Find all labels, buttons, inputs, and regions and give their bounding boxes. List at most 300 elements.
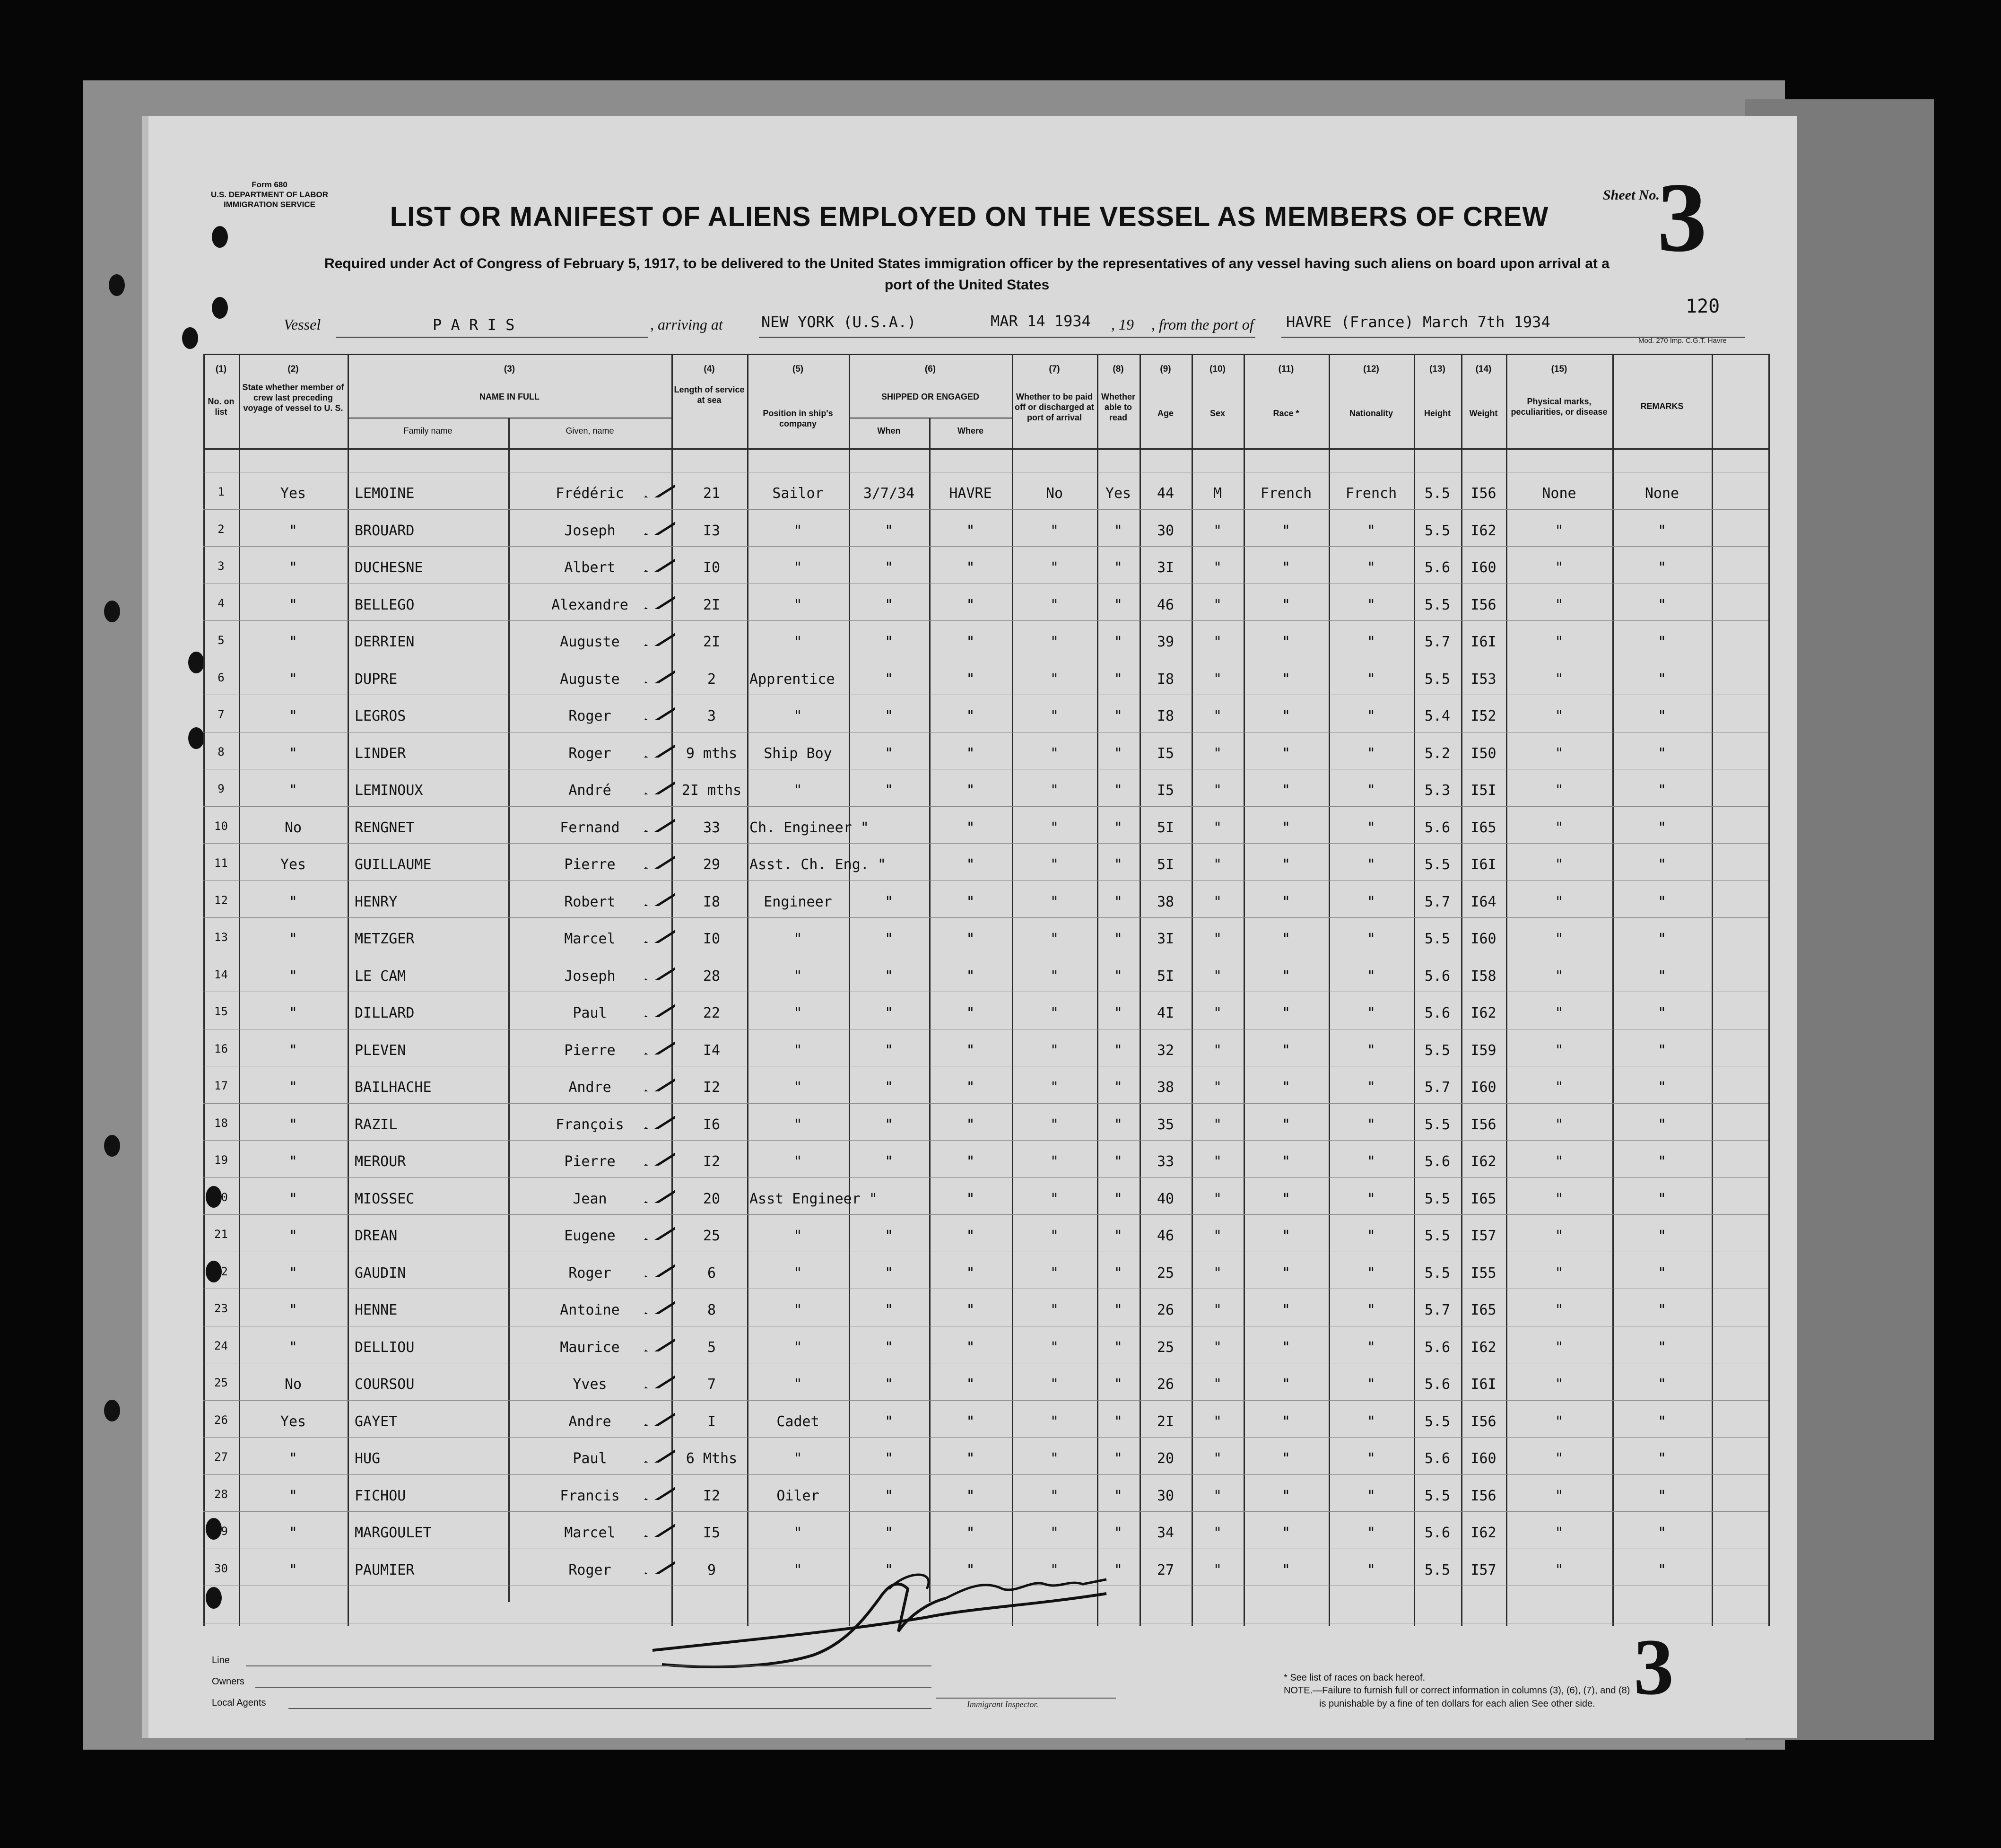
cell-paid: " [1050, 634, 1059, 650]
cell-paid: " [1050, 819, 1059, 836]
row-rule [203, 1177, 1768, 1178]
from-port-label: , from the port of [1151, 316, 1254, 333]
cell-no: 7 [218, 708, 225, 721]
cell-nationality: " [1366, 596, 1376, 613]
cell-height: 5.6 [1424, 1339, 1451, 1356]
cell-given: Roger [568, 1561, 611, 1578]
cell-read: " [1114, 1042, 1123, 1059]
cell-given: Fernand [560, 819, 620, 836]
cell-read: " [1114, 1413, 1123, 1430]
cell-weight: I57 [1470, 1228, 1496, 1244]
column-rule [1140, 354, 1141, 1626]
cell-paid: " [1050, 1079, 1059, 1096]
voyage-line [284, 312, 1655, 340]
cell-race: " [1281, 1153, 1291, 1170]
cell-when: " [884, 1487, 894, 1504]
col-race-header: Race * [1273, 409, 1299, 418]
cell-read: " [1114, 1525, 1123, 1541]
row-rule [203, 880, 1768, 881]
cell-marks: " [1555, 893, 1564, 910]
cell-height: 5.5 [1424, 671, 1451, 688]
cell-age: 26 [1157, 1376, 1174, 1393]
cell-age: 46 [1157, 596, 1174, 613]
cell-race: " [1281, 634, 1291, 650]
punch-hole [104, 1400, 120, 1421]
cell-remarks: " [1657, 522, 1667, 539]
cell-height: 5.3 [1424, 782, 1451, 799]
cell-paid: No [1045, 485, 1063, 502]
cell-marks: " [1555, 671, 1564, 688]
cell-remarks: " [1657, 1005, 1667, 1021]
cell-sex: M [1213, 485, 1222, 502]
row-rule [203, 509, 1768, 510]
cell-paid: " [1050, 1005, 1059, 1021]
column-rule [1506, 354, 1507, 1626]
cell-family: DUCHESNE [355, 559, 423, 576]
cell-position: " [793, 1079, 802, 1096]
cell-no: 5 [218, 634, 225, 647]
cell-no: 18 [214, 1116, 228, 1130]
agents-rule [288, 1708, 931, 1709]
cell-member: " [288, 671, 298, 688]
cell-no: 12 [214, 893, 228, 907]
check-mark-icon [643, 1483, 675, 1500]
col-12-number: (12) [1363, 364, 1379, 374]
vessel-name: P A R I S [433, 316, 515, 334]
cell-race: " [1281, 1005, 1291, 1021]
cell-weight: I50 [1470, 745, 1496, 762]
cell-where: " [966, 968, 975, 985]
cell-weight: I56 [1470, 596, 1496, 613]
cell-position: " [793, 708, 802, 724]
cell-length: 9 mths [686, 745, 738, 762]
cell-nationality: " [1366, 931, 1376, 947]
cell-member: " [288, 559, 298, 576]
cell-length: I [707, 1413, 716, 1430]
cell-paid: " [1050, 1561, 1059, 1578]
cell-position: " [793, 968, 802, 985]
cell-remarks: " [1657, 1525, 1667, 1541]
cell-given: Antoine [560, 1302, 620, 1318]
cell-sex: " [1213, 856, 1222, 873]
cell-remarks: " [1657, 1116, 1667, 1133]
department-name: U.S. DEPARTMENT OF LABOR [210, 190, 329, 199]
cell-member: " [288, 1339, 298, 1356]
cell-weight: I52 [1470, 708, 1496, 724]
cell-paid: " [1050, 1153, 1059, 1170]
cell-paid: " [1050, 522, 1059, 539]
col-given-header: Given, name [566, 426, 614, 436]
cell-weight: I62 [1470, 1005, 1496, 1021]
cell-where: " [966, 745, 975, 762]
cell-race: " [1281, 1190, 1291, 1207]
cell-weight: I6I [1470, 634, 1496, 650]
cell-position: " [793, 1376, 802, 1393]
column-rule [1414, 354, 1415, 1626]
cell-marks: " [1555, 1264, 1564, 1281]
cell-remarks: None [1644, 485, 1679, 502]
cell-remarks: " [1657, 708, 1667, 724]
cell-weight: I65 [1470, 819, 1496, 836]
cell-remarks: " [1657, 1302, 1667, 1318]
cell-weight: I56 [1470, 485, 1496, 502]
cell-marks: " [1555, 1450, 1564, 1467]
cell-age: 5I [1157, 819, 1174, 836]
col-6-number: (6) [924, 364, 936, 374]
cell-length: 6 Mths [686, 1450, 738, 1467]
cell-sex: " [1213, 522, 1222, 539]
cell-marks: " [1555, 1005, 1564, 1021]
cell-height: 5.5 [1424, 1264, 1451, 1281]
punch-hole [104, 601, 120, 622]
cell-no: 17 [214, 1079, 228, 1092]
cell-nationality: " [1366, 819, 1376, 836]
col-11-number: (11) [1278, 364, 1294, 374]
cell-member: " [288, 931, 298, 947]
column-rule [671, 354, 673, 1626]
cell-weight: I60 [1470, 931, 1496, 947]
check-mark-icon [643, 1520, 675, 1537]
cell-sex: " [1213, 1042, 1222, 1059]
cell-where: " [966, 1228, 975, 1244]
cell-length: I2 [703, 1079, 721, 1096]
cell-when: " [884, 1079, 894, 1096]
cell-no: 8 [218, 745, 225, 758]
cell-marks: " [1555, 559, 1564, 576]
cell-sex: " [1213, 596, 1222, 613]
arrival-date-stamp: MAR 14 1934 [991, 312, 1091, 330]
cell-marks: " [1555, 634, 1564, 650]
cell-marks: " [1555, 968, 1564, 985]
cell-marks: " [1555, 1228, 1564, 1244]
cell-length: 33 [703, 819, 721, 836]
cell-marks: " [1555, 931, 1564, 947]
cell-read: " [1114, 1302, 1123, 1318]
cell-member: " [288, 1079, 298, 1096]
cell-sex: " [1213, 1116, 1222, 1133]
cell-race: " [1281, 745, 1291, 762]
cell-sex: " [1213, 1525, 1222, 1541]
cell-marks: " [1555, 1079, 1564, 1096]
column-rule [239, 354, 240, 1626]
cell-no: 29 [214, 1525, 228, 1538]
cell-age: 39 [1157, 634, 1174, 650]
cell-member: " [288, 1302, 298, 1318]
cell-given: Marcel [564, 1525, 616, 1541]
cell-height: 5.6 [1424, 1525, 1451, 1541]
cell-position: Oiler [776, 1487, 819, 1504]
cell-length: I3 [703, 522, 721, 539]
sheet-number-label: Sheet No. [1603, 187, 1660, 203]
punch-hole [109, 274, 125, 296]
cell-nationality: " [1366, 1079, 1376, 1096]
cell-position: Cadet [776, 1413, 819, 1430]
cell-where: " [966, 1302, 975, 1318]
check-mark-icon [643, 1112, 675, 1129]
cell-given: Francis [560, 1487, 620, 1504]
cell-sex: " [1213, 968, 1222, 985]
cell-family: DELLIOU [355, 1339, 415, 1356]
cell-position: " [793, 1525, 802, 1541]
cell-family: MARGOULET [355, 1525, 432, 1541]
cell-weight: I6I [1470, 856, 1496, 873]
column-rule [1329, 354, 1330, 1626]
cell-when: " [884, 1005, 894, 1021]
cell-height: 5.7 [1424, 1079, 1451, 1096]
cell-position: Ch. Engineer " [749, 819, 869, 836]
owners-label: Owners [212, 1676, 244, 1687]
cell-sex: " [1213, 1190, 1222, 1207]
cell-age: 5I [1157, 856, 1174, 873]
cell-paid: " [1050, 1525, 1059, 1541]
cell-when: " [884, 745, 894, 762]
cell-read: Yes [1105, 485, 1131, 502]
cell-where: " [966, 1005, 975, 1021]
cell-length: I0 [703, 931, 721, 947]
punch-hole [182, 327, 198, 349]
cell-family: FICHOU [355, 1487, 406, 1504]
cell-given: Yves [573, 1376, 607, 1393]
column-rule [348, 354, 349, 1626]
cell-nationality: " [1366, 856, 1376, 873]
cell-no: 11 [214, 856, 228, 870]
cell-no: 9 [218, 782, 225, 795]
cell-position: " [793, 634, 802, 650]
row-rule [203, 1511, 1768, 1512]
cell-position: " [793, 559, 802, 576]
row-rule [203, 843, 1768, 844]
cell-age: 40 [1157, 1190, 1174, 1207]
cell-marks: " [1555, 1525, 1564, 1541]
cell-paid: " [1050, 1339, 1059, 1356]
cell-sex: " [1213, 819, 1222, 836]
col-no-header: No. on list [208, 397, 235, 417]
col-read-header: Whether able to read [1101, 392, 1135, 422]
cell-height: 5.5 [1424, 1116, 1451, 1133]
check-mark-icon [643, 629, 675, 646]
cell-nationality: " [1366, 745, 1376, 762]
cell-weight: I57 [1470, 1561, 1496, 1578]
cell-where: " [966, 1413, 975, 1430]
check-mark-icon [643, 555, 675, 572]
cell-no: 26 [214, 1413, 228, 1427]
cell-given: Pierre [564, 856, 616, 873]
cell-where: " [966, 1153, 975, 1170]
cell-paid: " [1050, 1376, 1059, 1393]
punch-hole [104, 1135, 120, 1157]
cell-age: 34 [1157, 1525, 1174, 1541]
cell-given: André [568, 782, 611, 799]
col-paid-header: Whether to be paid off or discharged at port of arrival [1014, 392, 1095, 422]
check-mark-icon [643, 1297, 675, 1314]
inspector-signature [643, 1560, 1140, 1674]
penalty-note-2: is punishable by a fine of ten dollars for each alien See other side. [1319, 1699, 1595, 1709]
check-mark-icon [643, 480, 675, 497]
cell-nationality: " [1366, 1153, 1376, 1170]
cell-when: " [884, 1228, 894, 1244]
cell-no: 24 [214, 1339, 228, 1352]
cell-position: Ship Boy [764, 745, 832, 762]
cell-when: " [884, 634, 894, 650]
cell-position: " [793, 1450, 802, 1467]
cell-when: " [884, 931, 894, 947]
col-sex-header: Sex [1209, 409, 1226, 418]
cell-paid: " [1050, 1190, 1059, 1207]
cell-family: HENNE [355, 1302, 398, 1318]
check-mark-icon [643, 777, 675, 794]
cell-when: " [884, 708, 894, 724]
cell-sex: " [1213, 634, 1222, 650]
cell-when: " [884, 1302, 894, 1318]
cell-nationality: " [1366, 1005, 1376, 1021]
cell-family: METZGER [355, 931, 415, 947]
page-number: 120 [1686, 296, 1720, 317]
cell-weight: I62 [1470, 522, 1496, 539]
cell-sex: " [1213, 1339, 1222, 1356]
cell-family: PLEVEN [355, 1042, 406, 1059]
cell-race: " [1281, 1376, 1291, 1393]
cell-weight: I56 [1470, 1413, 1496, 1430]
cell-age: I8 [1157, 671, 1174, 688]
cell-no: 20 [214, 1190, 228, 1204]
check-mark-icon [643, 963, 675, 980]
cell-height: 5.7 [1424, 893, 1451, 910]
cell-paid: " [1050, 1413, 1059, 1430]
col-name-header: NAME IN FULL [479, 392, 539, 401]
cell-when: " [884, 559, 894, 576]
cell-remarks: " [1657, 1042, 1667, 1059]
column-rule [747, 354, 748, 1626]
column-rule [1244, 354, 1245, 1626]
cell-nationality: " [1366, 968, 1376, 985]
cell-position: " [793, 1042, 802, 1059]
cell-no: 1 [218, 485, 225, 498]
cell-age: 4I [1157, 1005, 1174, 1021]
cell-family: MIOSSEC [355, 1190, 415, 1207]
col-4-number: (4) [704, 364, 715, 374]
cell-paid: " [1050, 782, 1059, 799]
vessel-underline-2 [433, 337, 648, 338]
col-position-header: Position in ship's company [763, 409, 833, 428]
cell-given: Jean [573, 1190, 607, 1207]
cell-family: PAUMIER [355, 1561, 415, 1578]
subtitle-line-1: Required under Act of Congress of February 5, 1917, to be delivered to the United States immigration officer by the representatives of any vessel having such aliens on board upon arrival at a [324, 256, 1610, 271]
cell-read: " [1114, 671, 1123, 688]
cell-height: 5.5 [1424, 1561, 1451, 1578]
cell-given: Albert [564, 559, 616, 576]
cell-no: 14 [214, 968, 228, 981]
column-rule [849, 354, 850, 1626]
cell-race: " [1281, 708, 1291, 724]
cell-height: 5.6 [1424, 1005, 1451, 1021]
cell-race: " [1281, 819, 1291, 836]
departure-port: HAVRE (France) March 7th 1934 [1286, 313, 1550, 331]
cell-sex: " [1213, 1079, 1222, 1096]
row-rule [203, 1140, 1768, 1141]
cell-height: 5.6 [1424, 1376, 1451, 1393]
cell-race: " [1281, 1302, 1291, 1318]
row-rule [203, 1400, 1768, 1401]
cell-position: " [793, 1339, 802, 1356]
cell-race: " [1281, 782, 1291, 799]
cell-race: " [1281, 1339, 1291, 1356]
cell-read: " [1114, 1339, 1123, 1356]
cell-family: LEGROS [355, 708, 406, 724]
cell-read: " [1114, 634, 1123, 650]
cell-member: Yes [280, 485, 306, 502]
cell-family: HUG [355, 1450, 381, 1467]
col-5-number: (5) [792, 364, 804, 374]
cell-paid: " [1050, 1302, 1059, 1318]
cell-where: " [966, 782, 975, 799]
cell-marks: " [1555, 596, 1564, 613]
cell-when: " [884, 1264, 894, 1281]
column-rule [1712, 354, 1713, 1626]
cell-race: " [1281, 931, 1291, 947]
col-marks-header: Physical marks, peculiarities, or disease [1511, 397, 1608, 417]
col-length-header: Length of service at sea [674, 385, 745, 405]
cell-remarks: " [1657, 745, 1667, 762]
cell-member: Yes [280, 856, 306, 873]
cell-sex: " [1213, 671, 1222, 688]
cell-family: DREAN [355, 1228, 398, 1244]
cell-nationality: " [1366, 1561, 1376, 1578]
cell-no: 2 [218, 522, 225, 536]
cell-height: 5.5 [1424, 931, 1451, 947]
cell-given: Pierre [564, 1153, 616, 1170]
cell-where: " [966, 1339, 975, 1356]
col-3-number: (3) [504, 364, 515, 374]
cell-given: Paul [573, 1005, 607, 1021]
row-rule [203, 1214, 1768, 1215]
cell-family: HENRY [355, 893, 398, 910]
cell-weight: I6I [1470, 1376, 1496, 1393]
cell-read: " [1114, 968, 1123, 985]
cell-marks: " [1555, 1376, 1564, 1393]
check-mark-icon [643, 1371, 675, 1388]
cell-member: " [288, 596, 298, 613]
cell-when: " [884, 1153, 894, 1170]
col-1-number: (1) [215, 364, 227, 374]
cell-read: " [1114, 856, 1123, 873]
cell-age: 3I [1157, 931, 1174, 947]
cell-member: " [288, 782, 298, 799]
cell-sex: " [1213, 1264, 1222, 1281]
cell-family: GAYET [355, 1413, 398, 1430]
cell-member: No [284, 1376, 302, 1393]
cell-nationality: " [1366, 1450, 1376, 1467]
cell-read: " [1114, 1450, 1123, 1467]
cell-remarks: " [1657, 1153, 1667, 1170]
cell-race: " [1281, 522, 1291, 539]
cell-nationality: " [1366, 1264, 1376, 1281]
cell-sex: " [1213, 1487, 1222, 1504]
cell-weight: I65 [1470, 1190, 1496, 1207]
cell-length: 21 [703, 485, 721, 502]
cell-member: " [288, 1264, 298, 1281]
col-member-header: State whether member of crew last preceding voyage of vessel to U. S. [242, 383, 344, 413]
cell-height: 5.6 [1424, 819, 1451, 836]
cell-given: Roger [568, 745, 611, 762]
cell-nationality: " [1366, 782, 1376, 799]
cell-read: " [1114, 931, 1123, 947]
cell-when: 3/7/34 [863, 485, 915, 502]
cell-family: LE CAM [355, 968, 406, 985]
cell-where: " [966, 559, 975, 576]
cell-paid: " [1050, 1487, 1059, 1504]
cell-length: 3 [707, 708, 716, 724]
cell-age: I5 [1157, 745, 1174, 762]
